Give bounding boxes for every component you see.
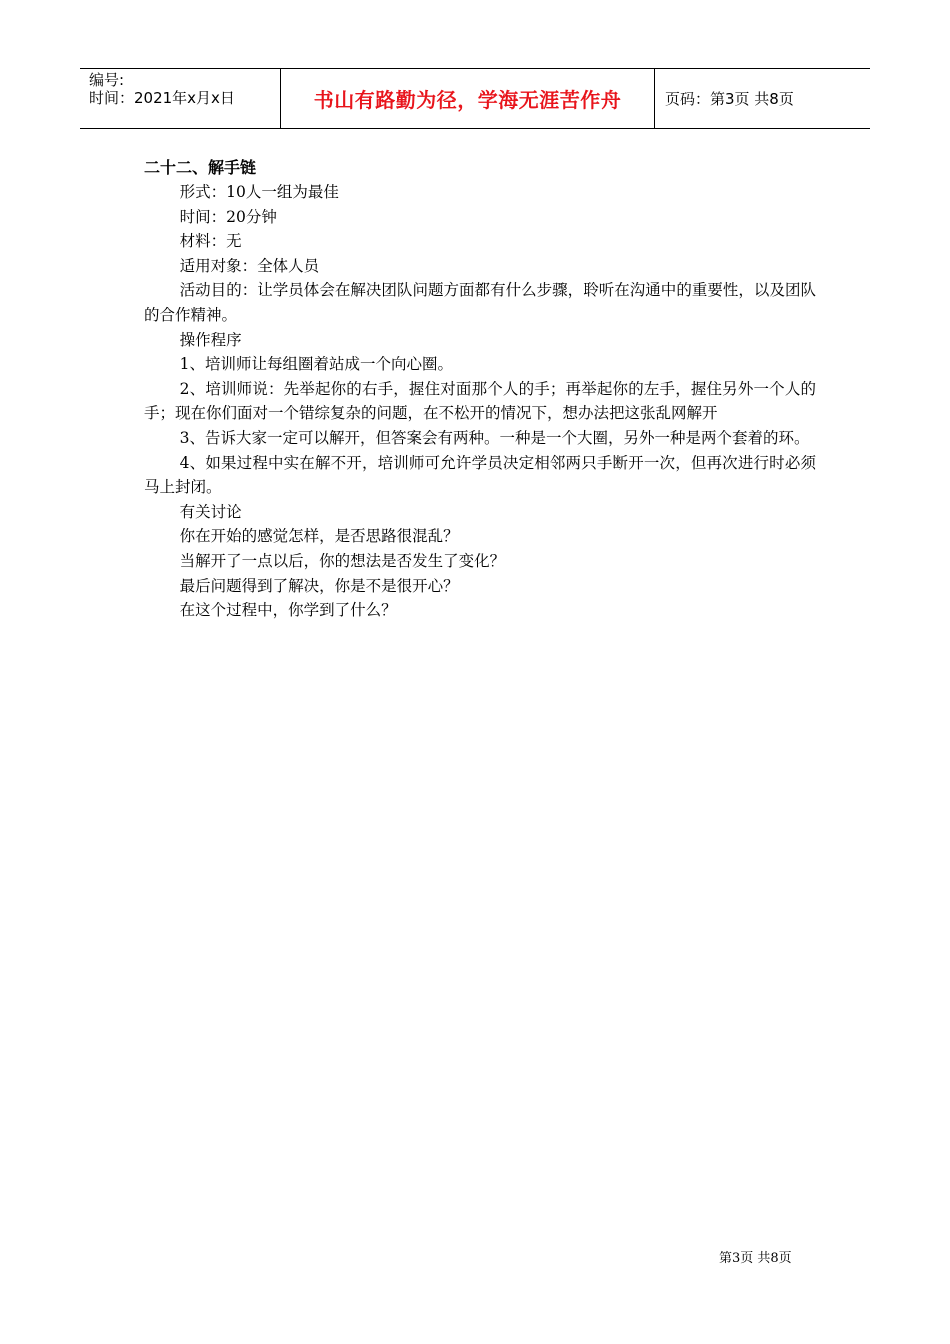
procedure-step: 3、告诉大家一定可以解开，但答案会有两种。一种是一个大圈，另外一种是两个套着的环。: [179, 428, 810, 447]
discussion-question: 你在开始的感觉怎样，是否思路很混乱？: [179, 527, 459, 546]
document-number-label: 编号:: [89, 71, 125, 89]
discussion-question: 最后问题得到了解决，你是不是很开心？: [179, 576, 459, 595]
document-date: 时间：2021年x月x日: [89, 89, 235, 107]
article-paragraph: 形式：10人一组为最佳: [179, 183, 339, 201]
article-body: [144, 156, 816, 623]
section-heading-discussion: 有关讨论: [179, 502, 242, 521]
section-heading-procedure: 操作程序: [179, 330, 242, 349]
header-page-info: 页码：第3页 共8页: [665, 90, 794, 108]
article-title: 二十二、解手链: [144, 158, 257, 177]
header-page-cell: [655, 69, 870, 128]
article-paragraph: 活动目的：让学员体会在解决团队问题方面都有什么步骤，聆听在沟通中的重要性，以及团队的合作精神。: [144, 281, 816, 324]
document-header: [80, 68, 870, 129]
article-paragraph: 时间：20分钟: [179, 207, 277, 226]
article-paragraph: 适用对象：全体人员: [179, 256, 320, 275]
header-meta-cell: [80, 69, 281, 128]
procedure-step: 1、培训师让每组圈着站成一个向心圈。: [179, 355, 454, 374]
header-motto: 书山有路勤为径，学海无涯苦作舟: [313, 88, 622, 112]
article-paragraph: 材料：无: [179, 232, 242, 251]
footer-page-info: 第3页 共8页: [719, 1251, 792, 1266]
discussion-question: 当解开了一点以后，你的想法是否发生了变化？: [179, 551, 506, 570]
page-footer: [719, 1251, 792, 1267]
procedure-step: 4、如果过程中实在解不开，培训师可允许学员决定相邻两只手断开一次，但再次进行时必须马上封闭。: [144, 453, 816, 497]
discussion-question: 在这个过程中，你学到了什么？: [179, 601, 397, 620]
procedure-step: 2、培训师说：先举起你的右手，握住对面那个人的手；再举起你的左手，握住另外一个人的手；现在你们面对一个错综复杂的问题，在不松开的情况下，想办法把这张乱网解开: [144, 379, 816, 423]
header-motto-cell: [281, 69, 655, 128]
